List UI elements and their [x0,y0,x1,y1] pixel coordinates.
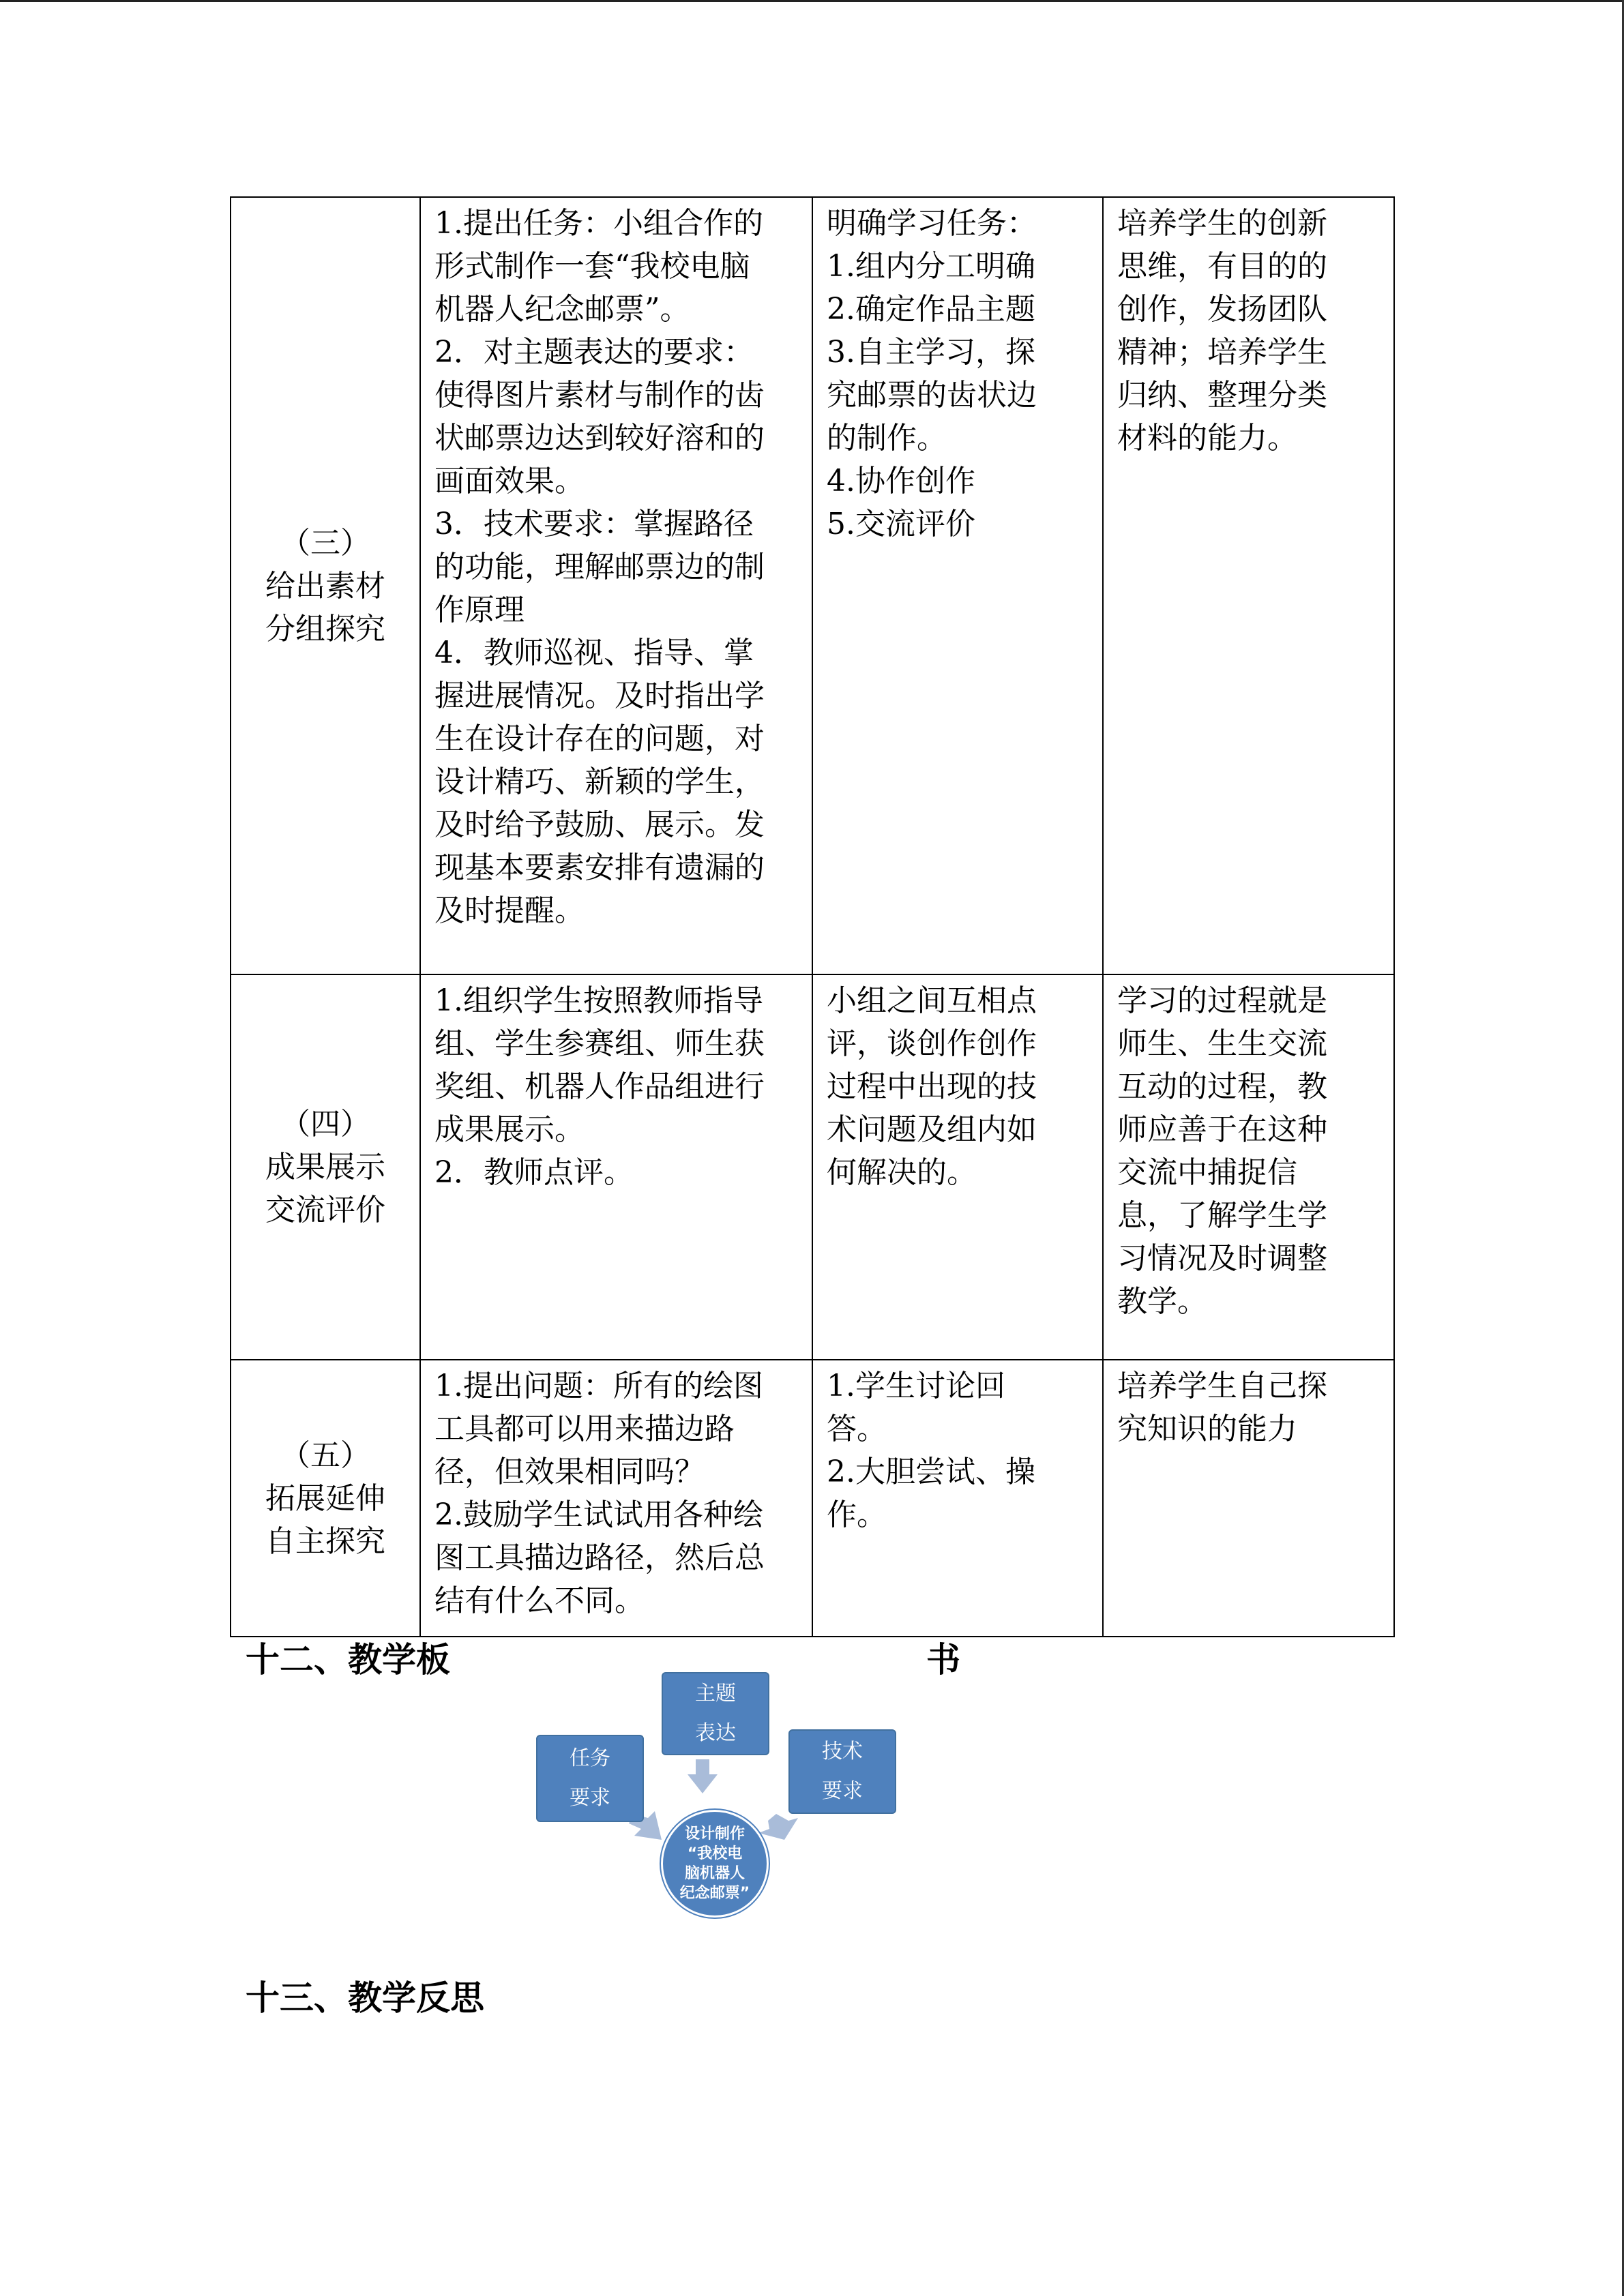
blackboard-diagram [532,1664,914,1937]
tech-box-line: 要求 [822,1779,863,1803]
cell-line: 明确学习任务： [827,206,1037,241]
step-cell [231,1360,420,1637]
cell-line: 状邮票边达到较好溶和的 [434,421,765,456]
section-12-title-end: 书 [926,1640,960,1680]
cell-line: 答。 [827,1412,887,1446]
task-box-line: 要求 [570,1786,610,1810]
cell-line: 3.自主学习，探 [827,335,1035,370]
cell-line: 的功能，理解邮票边的制 [434,550,765,584]
central-theme-circle [661,1810,769,1918]
technical-requirement-box [788,1729,896,1814]
topic-box-line: 表达 [695,1721,736,1745]
cell-line: 自主探究 [265,1523,385,1559]
cell-line: 给出素材 [265,568,385,603]
cell-line: 4.协作创作 [827,464,975,498]
cell-line: 教学。 [1117,1284,1207,1319]
design-intent-cell [1103,1360,1394,1637]
section-12-title: 十二、教学板 [246,1640,450,1680]
page-top-border [0,0,1624,2]
arrow-down-icon [688,1759,718,1793]
cell-line: 过程中出现的技 [827,1069,1037,1104]
cell-line: 材料的能力。 [1117,421,1297,456]
design-intent-cell [1103,197,1394,974]
cell-line: 5.交流评价 [827,507,975,541]
cell-line: 1.提出问题：所有的绘图 [434,1369,763,1403]
cell-line: 成果展示 [265,1150,385,1184]
lesson-plan-table [230,196,1395,1637]
cell-line: 及时提醒。 [434,893,585,928]
cell-line: 分组探究 [265,611,385,646]
cell-line: 1.组织学生按照教师指导 [434,983,763,1018]
cell-line: 拓展延伸 [265,1480,385,1516]
cell-line: 术问题及组内如 [827,1112,1037,1147]
cell-line: 师应善于在这种 [1117,1112,1327,1147]
cell-line: （四） [280,1107,370,1142]
cell-line: 设计精巧、新颖的学生， [434,764,765,799]
cell-line: 奖组、机器人作品组进行 [434,1069,765,1104]
cell-line: 互动的过程，教 [1117,1069,1327,1104]
cell-line: 究知识的能力 [1117,1412,1297,1446]
design-intent-cell [1103,974,1394,1360]
cell-line: 何解决的。 [827,1155,977,1190]
cell-line: 1.提出任务：小组合作的 [434,206,763,241]
cell-line: （三） [280,525,370,561]
teacher-activity-cell [420,197,812,974]
center-line: 纪念邮票” [679,1885,750,1902]
cell-line: 画面效果。 [434,464,585,498]
cell-line: 成果展示。 [434,1112,585,1147]
cell-line: 小组之间互相点 [827,983,1037,1018]
cell-line: 形式制作一套“我校电脑 [434,249,750,284]
cell-line: 2.确定作品主题 [827,292,1035,327]
tech-box-line: 技术 [822,1740,863,1763]
task-requirement-box [536,1735,644,1822]
cell-line: 3．技术要求：掌握路径 [434,507,754,541]
student-activity-cell [812,197,1103,974]
cell-line: 组、学生参赛组、师生获 [434,1026,765,1061]
cell-line: 精神；培养学生 [1117,335,1327,370]
cell-line: 结有什么不同。 [434,1583,645,1618]
cell-line: 2．教师点评。 [434,1155,634,1190]
center-line: 设计制作 [684,1825,745,1843]
cell-line: 握进展情况。及时指出学 [434,679,765,713]
table-row [231,1360,1394,1637]
cell-line: 培养学生自己探 [1117,1369,1327,1403]
cell-line: 究邮票的齿状边 [827,378,1037,413]
cell-line: 息，了解学生学 [1117,1198,1327,1233]
cell-line: 2.大胆尝试、操 [827,1455,1035,1489]
cell-line: 现基本要素安排有遗漏的 [434,850,765,885]
cell-line: 工具都可以用来描边路 [434,1412,735,1446]
cell-line: 机器人纪念邮票”。 [434,292,690,327]
cell-line: 作原理 [434,593,525,627]
cell-line: 的制作。 [827,421,947,456]
cell-line: 交流评价 [265,1193,385,1227]
student-activity-cell [812,974,1103,1360]
cell-line: 生在设计存在的问题，对 [434,721,765,756]
cell-line: 思维，有目的的 [1117,249,1327,284]
cell-line: 图工具描边路径，然后总 [434,1540,765,1575]
center-line: “我校电 [687,1845,743,1862]
cell-line: 培养学生的创新 [1117,206,1327,241]
table-row [231,974,1394,1360]
cell-line: 2.鼓励学生试试用各种绘 [434,1497,763,1532]
cell-line: 评，谈创作创作 [827,1026,1037,1061]
topic-expression-box [662,1672,769,1755]
cell-line: 师生、生生交流 [1117,1026,1327,1061]
section-13-title: 十三、教学反思 [246,1978,484,2018]
cell-line: 使得图片素材与制作的齿 [434,378,765,413]
table-row [231,197,1394,974]
cell-line: 4．教师巡视、指导、掌 [434,636,754,670]
cell-line: 及时给予鼓励、展示。发 [434,807,765,842]
topic-box-line: 主题 [695,1682,736,1705]
step-cell [231,974,420,1360]
teacher-activity-cell [420,1360,812,1637]
step-cell [231,197,420,974]
teacher-activity-cell [420,974,812,1360]
center-line: 脑机器人 [684,1865,745,1882]
cell-line: 交流中捕捉信 [1117,1155,1297,1190]
cell-line: （五） [280,1437,370,1473]
cell-line: 习情况及时调整 [1117,1241,1327,1276]
cell-line: 作。 [827,1497,887,1532]
cell-line: 归纳、整理分类 [1117,378,1327,413]
cell-line: 2．对主题表达的要求： [434,335,754,370]
cell-line: 学习的过程就是 [1117,983,1327,1018]
cell-line: 1.组内分工明确 [827,249,1035,284]
task-box-line: 任务 [570,1746,610,1770]
cell-line: 创作，发扬团队 [1117,292,1327,327]
cell-line: 径，但效果相同吗？ [434,1455,705,1489]
cell-line: 1.学生讨论回 [827,1369,1005,1403]
student-activity-cell [812,1360,1103,1637]
